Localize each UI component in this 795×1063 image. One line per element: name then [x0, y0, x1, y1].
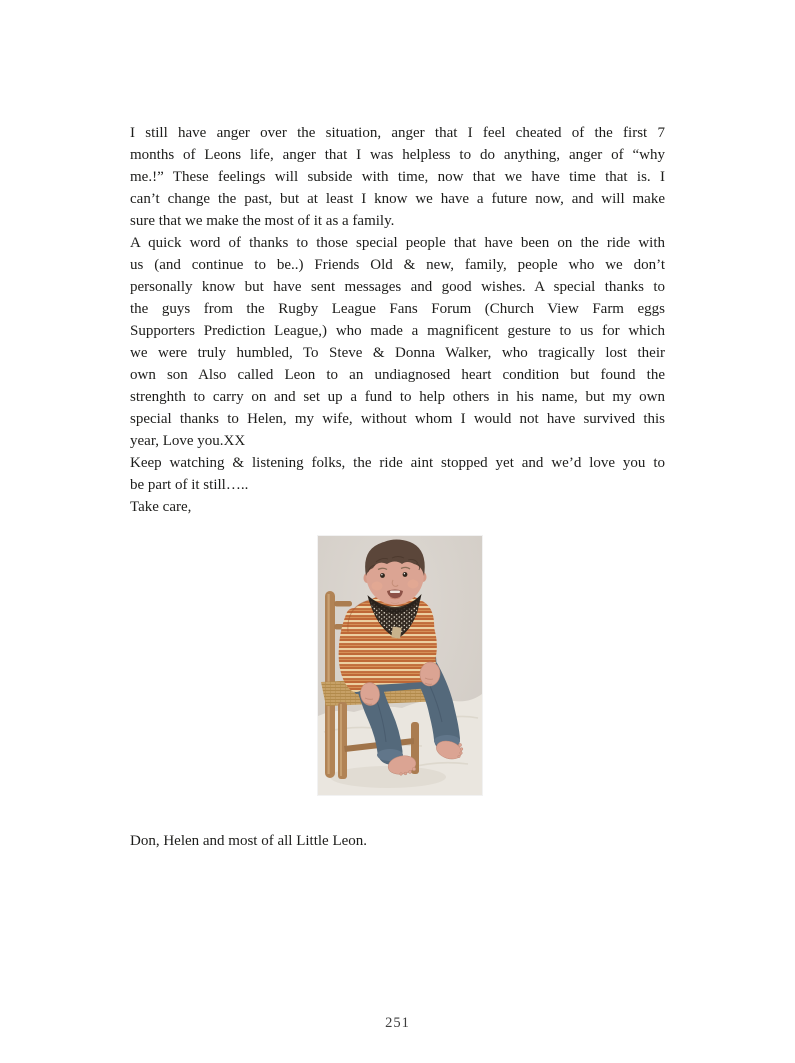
text-line: own son Also called Leon to an undiagnosed heart condition but found the — [130, 367, 665, 383]
text-line: me.!” These feelings will subside with time, now that we have time that is. I — [130, 169, 665, 185]
text-line: we were truly humbled, To Steve & Donna Walker, who tragically lost their — [130, 345, 665, 361]
text-line: us (and continue to be..) Friends Old & new, family, people who we don’t — [130, 257, 665, 273]
text-line: sure that we make the most of it as a family. — [130, 213, 395, 229]
text-line: the guys from the Rugby League Fans Forum (Church View Farm eggs — [130, 301, 665, 317]
text-line: A quick word of thanks to those special people that have been on the ride with — [130, 235, 665, 251]
text-line: year, Love you.XX — [130, 433, 246, 449]
paragraph-take-care — [130, 496, 665, 518]
paragraph-anger — [130, 122, 665, 232]
leon-photo — [318, 536, 482, 795]
text-line: personally know but have sent messages and good wishes. A special thanks to — [130, 279, 665, 295]
text-line: Take care, — [130, 499, 192, 515]
paragraph-thanks — [130, 232, 665, 452]
closing-line: Don, Helen and most of all Little Leon. — [130, 833, 368, 849]
text-line: months of Leons life, anger that I was helpless to do anything, anger of “why — [130, 147, 665, 163]
text-line: be part of it still….. — [130, 477, 249, 493]
text-line: Supporters Prediction League,) who made a magnificent gesture to us for which — [130, 323, 665, 339]
text-line: strenghth to carry on and set up a fund to help others in his name, but my own — [130, 389, 665, 405]
text-line: Keep watching & listening folks, the ride aint stopped yet and we’d love you to — [130, 455, 665, 471]
text-line: can’t change the past, but at least I know we have a future now, and will make — [130, 191, 665, 207]
text-line: special thanks to Helen, my wife, without whom I would not have survived this — [130, 411, 665, 427]
text-line: I still have anger over the situation, anger that I feel cheated of the first 7 — [130, 125, 665, 141]
paragraph-keep-watching — [130, 452, 665, 496]
body-text — [130, 122, 665, 518]
page-number: 251 — [385, 1015, 410, 1031]
